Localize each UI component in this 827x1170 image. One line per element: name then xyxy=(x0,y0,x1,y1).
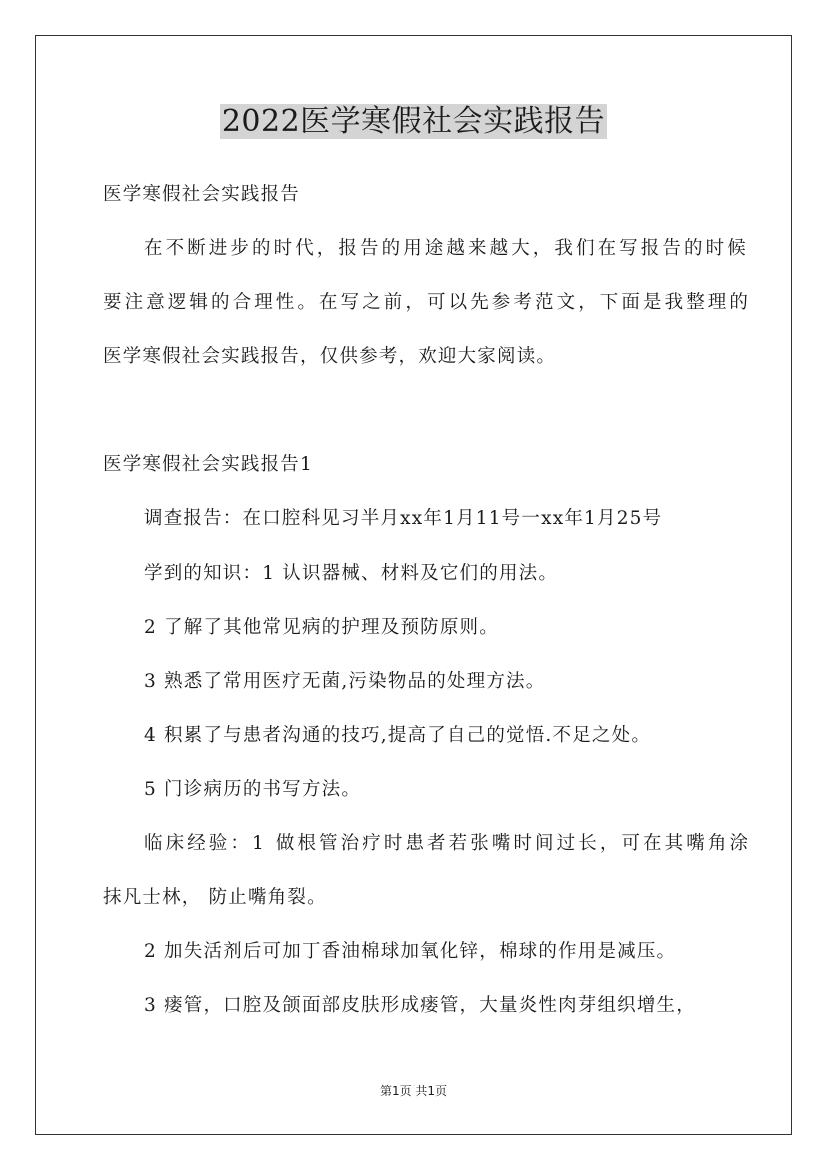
body-line-5: 4 积累了与患者沟通的技巧,提高了自己的觉悟.不足之处。 xyxy=(144,725,652,746)
intro-line-2: 要注意逻辑的合理性。在写之前，可以先参考范文，下面是我整理的 xyxy=(103,292,752,313)
body-line-9: 2 加失活剂后可加丁香油棉球加氧化锌，棉球的作用是减压。 xyxy=(144,941,677,962)
intro-line-1: 在不断进步的时代，报告的用途越来越大，我们在写报告的时候 xyxy=(144,238,749,259)
body-line-4: 3 熟悉了常用医疗无菌,污染物品的处理方法。 xyxy=(144,671,546,692)
section-heading: 医学寒假社会实践报告1 xyxy=(103,454,313,475)
document-title: 2022医学寒假社会实践报告 xyxy=(221,104,606,139)
body-line-6: 5 门诊病历的书写方法。 xyxy=(144,779,362,800)
page-footer: 第1页 共1页 xyxy=(379,1084,448,1098)
body-line-3: 2 了解了其他常见病的护理及预防原则。 xyxy=(144,617,499,638)
body-line-2: 学到的知识：1 认识器械、材料及它们的用法。 xyxy=(144,563,559,584)
subtitle: 医学寒假社会实践报告 xyxy=(103,184,301,205)
body-line-7: 临床经验：1 做根管治疗时患者若张嘴时间过长，可在其嘴角涂 xyxy=(144,833,752,854)
intro-line-3: 医学寒假社会实践报告，仅供参考，欢迎大家阅读。 xyxy=(103,346,557,367)
body-line-10: 3 瘘管，口腔及颌面部皮肤形成瘘管，大量炎性肉芽组织增生， xyxy=(144,995,696,1016)
body-line-1: 调查报告：在口腔科见习半月xx年1月11号一xx年1月25号 xyxy=(144,508,663,529)
body-line-8: 抹凡士林， 防止嘴角裂。 xyxy=(103,887,327,908)
